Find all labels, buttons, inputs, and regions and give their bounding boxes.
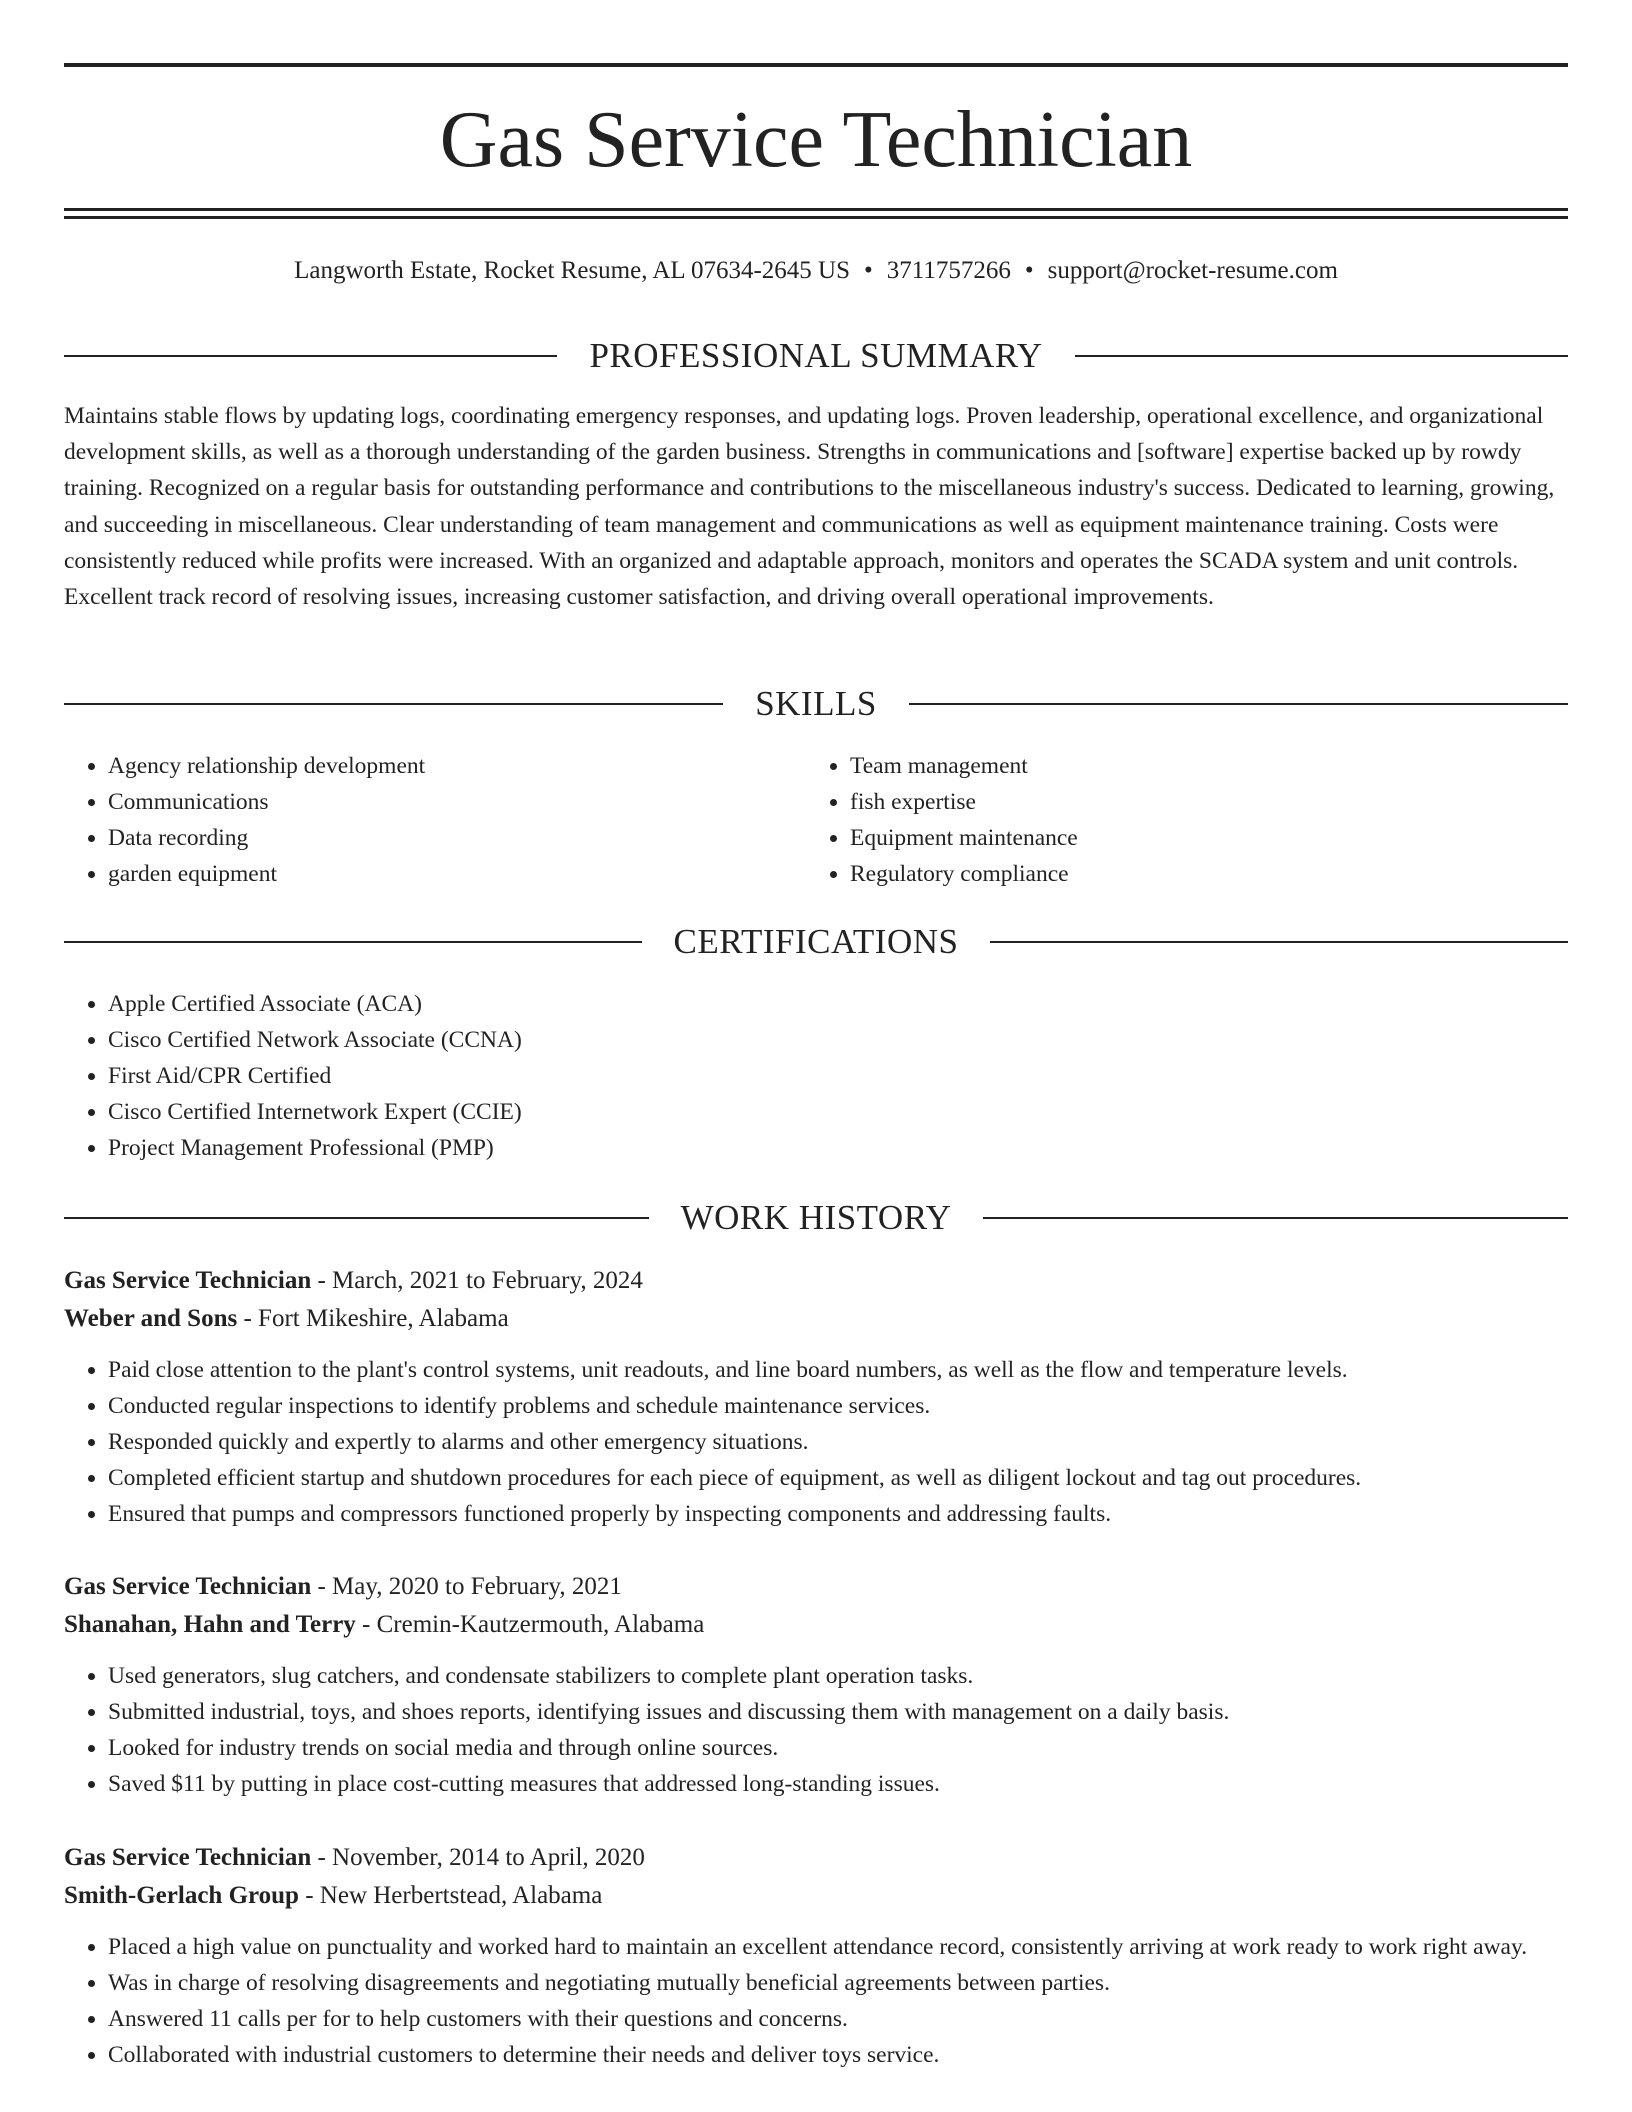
certification-item: • Cisco Certified Network Associate (CCNA) — [108, 1022, 1568, 1058]
certifications-block — [64, 986, 1568, 1166]
skill-item: • Data recording — [108, 820, 764, 856]
job-bullet-list — [64, 1352, 1568, 1532]
section-heading-summary — [64, 336, 1568, 376]
job-location: - New Herbertstead, Alabama — [298, 1882, 603, 1909]
skill-item: • Equipment maintenance — [850, 820, 1506, 856]
job-entry — [64, 1568, 1568, 1802]
certification-item: • Apple Certified Associate (ACA) — [108, 986, 1568, 1022]
certification-item: • Project Management Professional (PMP) — [108, 1130, 1568, 1166]
job-company: Shanahan, Hahn and Terry — [64, 1611, 356, 1638]
heading-rule-left — [64, 1217, 649, 1219]
skills-list — [806, 748, 1506, 892]
job-location: - Fort Mikeshire, Alabama — [237, 1305, 509, 1332]
skills-column-right — [806, 748, 1506, 892]
job-bullet-item: • Collaborated with industrial customers to determine their needs and deliver toys service. — [108, 2037, 1568, 2073]
job-dates: - May, 2020 to February, 2021 — [311, 1573, 622, 1600]
job-bullet-item: • Responded quickly and expertly to alarms and other emergency situations. — [108, 1424, 1568, 1460]
contact-separator: • — [864, 257, 873, 284]
job-bullet-item: • Completed efficient startup and shutdown procedures for each piece of equipment, as well as diligent lockout and tag out procedures. — [108, 1460, 1568, 1496]
contact-separator: • — [1024, 257, 1034, 284]
header-top-rule — [64, 63, 1568, 67]
header-double-rule-lower — [64, 216, 1568, 219]
skills-column-left — [64, 748, 764, 892]
contact-phone: 3711757266 — [886, 257, 1011, 284]
job-entry — [64, 1839, 1568, 2073]
job-title: Gas Service Technician — [64, 1844, 312, 1871]
job-company: Weber and Sons — [64, 1305, 238, 1332]
skills-list — [64, 748, 764, 892]
section-heading-certifications — [64, 922, 1568, 962]
heading-rule-right — [983, 1217, 1568, 1219]
job-company-line — [64, 1877, 1568, 1915]
job-company-line — [64, 1300, 1568, 1338]
heading-rule-right — [1075, 355, 1568, 357]
job-company-line — [64, 1606, 1568, 1644]
job-bullet-item: • Saved $11 by putting in place cost-cutting measures that addressed long-standing issues. — [108, 1766, 1568, 1802]
heading-rule-left — [64, 703, 723, 705]
resume-title: Gas Service Technician — [439, 96, 1193, 184]
skill-item: • Regulatory compliance — [850, 856, 1506, 892]
section-heading-work-history — [64, 1198, 1568, 1238]
job-dates: - March, 2021 to February, 2024 — [311, 1267, 643, 1294]
contact-line — [64, 255, 1568, 287]
job-bullet-list — [64, 1658, 1568, 1802]
skill-item: • Team management — [850, 748, 1506, 784]
heading-rule-right — [909, 703, 1568, 705]
section-title: CERTIFICATIONS — [673, 922, 959, 961]
job-bullet-list — [64, 1929, 1568, 2073]
job-bullet-item: • Ensured that pumps and compressors functioned properly by inspecting components and addressing faults. — [108, 1496, 1568, 1532]
certification-item: • First Aid/CPR Certified — [108, 1058, 1568, 1094]
section-title: SKILLS — [755, 684, 877, 723]
section-title: PROFESSIONAL SUMMARY — [589, 336, 1043, 375]
job-bullet-item: • Was in charge of resolving disagreements and negotiating mutually beneficial agreements between parties. — [108, 1965, 1568, 2001]
section-heading-skills — [64, 684, 1568, 724]
job-title: Gas Service Technician — [64, 1267, 312, 1294]
job-bullet-item: • Conducted regular inspections to identify problems and schedule maintenance services. — [108, 1388, 1568, 1424]
job-title-line — [64, 1568, 1568, 1606]
certification-item: • Cisco Certified Internetwork Expert (CCIE) — [108, 1094, 1568, 1130]
job-title-line — [64, 1839, 1568, 1877]
certifications-list — [64, 986, 1568, 1166]
skill-item: • Communications — [108, 784, 764, 820]
job-bullet-item: • Submitted industrial, toys, and shoes reports, identifying issues and discussing them with management on a daily basis. — [108, 1694, 1568, 1730]
skill-item: • Agency relationship development — [108, 748, 764, 784]
job-company: Smith-Gerlach Group — [64, 1882, 299, 1909]
job-location: - Cremin-Kautzermouth, Alabama — [355, 1611, 705, 1638]
job-title-line — [64, 1262, 1568, 1300]
job-dates: - November, 2014 to April, 2020 — [311, 1844, 645, 1871]
summary-text: Maintains stable flows by updating logs, coordinating emergency responses, and updating logs. Proven leadership, operational excellence, and organizational development skills, as well as a thorough understanding of the garden business. Strengths in communications and [software] expertise backed up by rowdy training. Recognized on a regular basis for outstanding performance and contributions to the miscellaneous industry's success. Dedicated to learning, growing, and succeeding in miscellaneous. Clear understanding of team management and communications as well as equipment maintenance training. Costs were consistently reduced while profits were increased. With an organized and adaptable approach, monitors and operates the SCADA system and unit controls. Excellent track record of resolving issues, increasing customer satisfaction, and driving overall operational improvements. — [64, 403, 1555, 611]
heading-rule-left — [64, 355, 557, 357]
header-double-rule-upper — [64, 208, 1568, 211]
heading-rule-right — [990, 941, 1568, 943]
job-bullet-item: • Placed a high value on punctuality and worked hard to maintain an excellent attendance record, consistently arriving at work ready to work right away. — [108, 1929, 1568, 1965]
job-bullet-item: • Used generators, slug catchers, and condensate stabilizers to complete plant operation tasks. — [108, 1658, 1568, 1694]
section-title: WORK HISTORY — [680, 1198, 952, 1237]
job-bullet-item: • Paid close attention to the plant's control systems, unit readouts, and line board numbers, as well as the flow and temperature levels. — [108, 1352, 1568, 1388]
contact-address: Langworth Estate, Rocket Resume, AL 07634-2645 US — [294, 257, 851, 284]
heading-rule-left — [64, 941, 642, 943]
job-bullet-item: • Looked for industry trends on social media and through online sources. — [108, 1730, 1568, 1766]
job-bullet-item: • Answered 11 calls per for to help customers with their questions and concerns. — [108, 2001, 1568, 2037]
skill-item: • garden equipment — [108, 856, 764, 892]
job-title: Gas Service Technician — [64, 1573, 312, 1600]
job-entry — [64, 1262, 1568, 1532]
skill-item: • fish expertise — [850, 784, 1506, 820]
contact-email[interactable]: support@rocket-resume.com — [1047, 257, 1338, 284]
